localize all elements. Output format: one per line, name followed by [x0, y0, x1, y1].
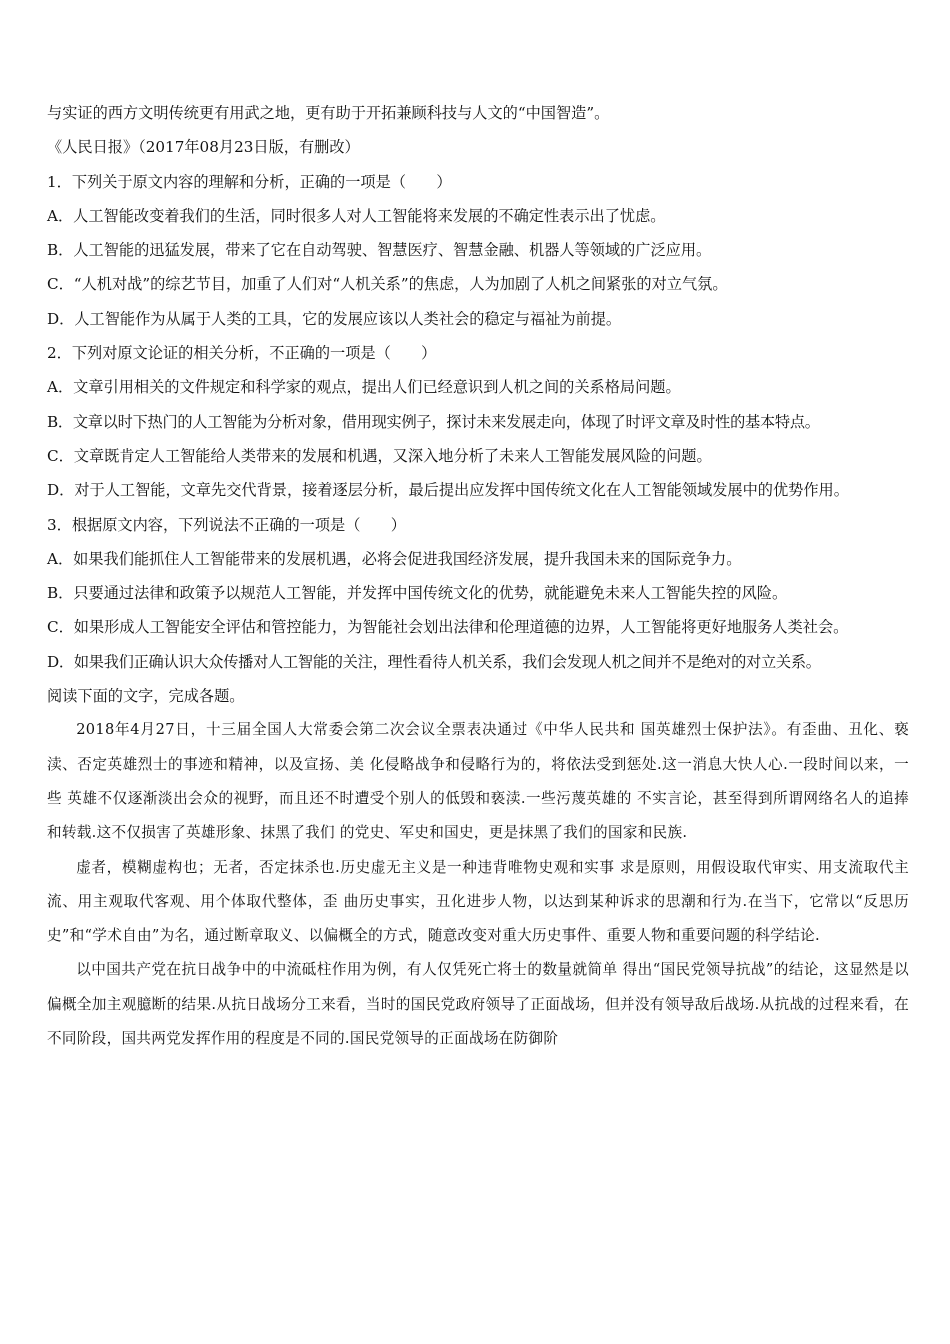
- option-d: D．如果我们正确认识大众传播对人工智能的关注，理性看待人机关系，我们会发现人机之间并不是绝对的对立关系。: [47, 652, 821, 671]
- passage-paragraph-1: 2018年4月27日，十三届全国人大常委会第二次会议全票表决通过《中华人民共和 国英雄烈士保护法》。有歪曲、丑化、亵渎、否定英雄烈士的事迹和精神，以及宣扬、美 化侵略战争和侵略行为的，将依法受到惩处.这一消息大快人心.一段时间以来，一些 英雄不仅逐渐淡出会众的视野，而且还不时遭受个别人的低毁和亵渎.一些污蔑英雄的 不实言论，甚至得到所谓网络名人的追捧和转载.这不仅损害了英雄形象、抹黑了我们 的党史、军史和国史，更是抹黑了我们的国家和民族.: [47, 721, 909, 842]
- option-b: B．人工智能的迅猛发展，带来了它在自动驾驶、智慧医疗、智慧金融、机器人等领域的广泛应用。: [47, 241, 712, 260]
- option-c: C．“人机对战”的综艺节目，加重了人们对“人机关系”的焦虑，人为加剧了人机之间紧张的对立气氛。: [47, 275, 728, 294]
- question-3: [47, 508, 909, 679]
- option-c: C．如果形成人工智能安全评估和管控能力，为智能社会划出法律和伦理道德的边界，人工智能将更好地服务人类社会。: [47, 618, 849, 637]
- passage-paragraph-3: 以中国共产党在抗日战争中的中流砥柱作用为例，有人仅凭死亡将士的数量就简单 得出“国民党领导抗战”的结论，这显然是以偏概全加主观臆断的结果.从抗日战场分工来看，当时的国民党政府领导了正面战场，但并没有领导敌后战场.从抗战的过程来看，在不同阶段，国共两党发挥作用的程度是不同的.国民党领导的正面战场在防御阶: [47, 961, 909, 1048]
- option-a: A．人工智能改变着我们的生活，同时很多人对人工智能将来发展的不确定性表示出了忧虑。: [47, 206, 666, 225]
- question-stem: 2．下列对原文论证的相关分析，不正确的一项是（ ）: [47, 344, 437, 363]
- source-citation: 《人民日报》（2017年08月23日版，有删改）: [47, 138, 360, 157]
- question-stem: 3．根据原文内容，下列说法不正确的一项是（ ）: [47, 515, 406, 534]
- reading-instruction: 阅读下面的文字，完成各题。: [47, 687, 245, 706]
- option-d: D．人工智能作为从属于人类的工具，它的发展应该以人类社会的稳定与福祉为前提。: [47, 309, 622, 328]
- option-a: A．如果我们能抓住人工智能带来的发展机遇，必将会促进我国经济发展，提升我国未来的国际竞争力。: [47, 549, 742, 568]
- option-d: D．对于人工智能，文章先交代背景，接着逐层分析，最后提出应发挥中国传统文化在人工智能领域发展中的优势作用。: [47, 481, 849, 500]
- option-c: C．文章既肯定人工智能给人类带来的发展和机遇，又深入地分析了未来人工智能发展风险的问题。: [47, 446, 712, 465]
- intro-tail-line: 与实证的西方文明传统更有用武之地，更有助于开拓兼顾科技与人文的“中国智造”。: [47, 104, 610, 122]
- document-page: [47, 96, 909, 1056]
- reading-passage: [47, 713, 909, 1056]
- question-stem: 1．下列关于原文内容的理解和分析，正确的一项是（ ）: [47, 172, 452, 191]
- question-1: [47, 165, 909, 336]
- option-b: B．文章以时下热门的人工智能为分析对象，借用现实例子，探讨未来发展走向，体现了时评文章及时性的基本特点。: [47, 412, 820, 431]
- question-2: [47, 336, 909, 507]
- passage-paragraph-2: 虚者，模糊虚构也；无者，否定抹杀也.历史虚无主义是一种违背唯物史观和实事 求是原则，用假设取代审实、用支流取代主流、用主观取代客观、用个体取代整体，歪 曲历史事实，丑化进步人物，以达到某种诉求的思潮和行为.在当下，它常以“反思历 史”和“学术自由”为名，通过断章取义、以偏概全的方式，随意改变对重大历史事件、重要人物和重要问题的科学结论.: [47, 858, 909, 945]
- option-a: A．文章引用相关的文件规定和科学家的观点，提出人们已经意识到人机之间的关系格局问题。: [47, 378, 681, 397]
- option-b: B．只要通过法律和政策予以规范人工智能，并发挥中国传统文化的优势，就能避免未来人工智能失控的风险。: [47, 584, 788, 603]
